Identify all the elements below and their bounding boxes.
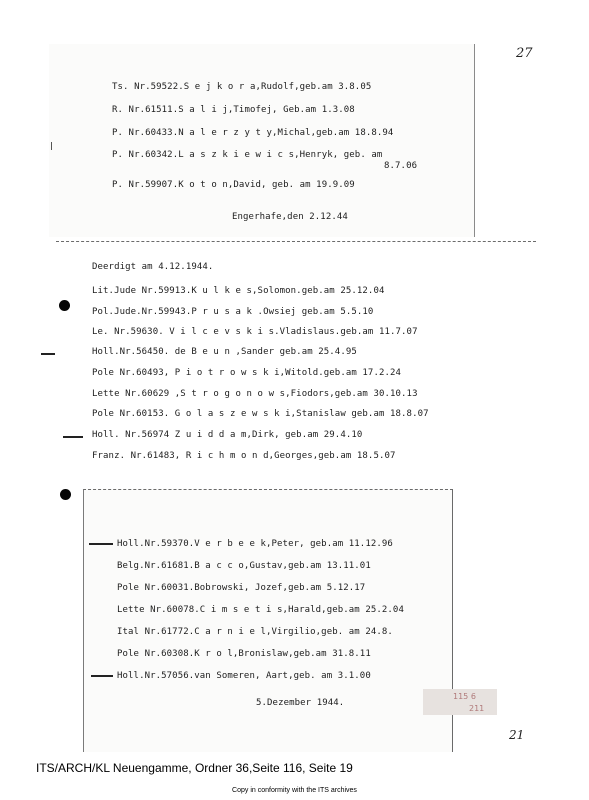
burial-heading: Deerdigt am 4.12.1944.: [92, 262, 214, 272]
entry-line: Le. Nr.59630. V i l c e v s k i s.Vladislaus.geb.am 11.7.07: [92, 327, 418, 337]
entry-line: Lit.Jude Nr.59913.K u l k e s,Solomon.geb.am 25.12.04: [92, 286, 385, 296]
entry-line: Pole Nr.60308.K r o l,Bronislaw,geb.am 31.8.11: [117, 649, 371, 659]
entry-line: Pole Nr.60153. G o l a s z e w s k i,Stanislaw geb.am 18.8.07: [92, 409, 429, 419]
entry-line: Lette Nr.60078.C i m s e t i s,Harald,geb.am 25.2.04: [117, 605, 404, 615]
list-date: 5.Dezember 1944.: [256, 698, 345, 708]
entry-line: Holl.Nr.57056.van Someren, Aart,geb. am 3.1.00: [117, 671, 371, 681]
document-page: [41, 41, 546, 755]
document-scan: [41, 41, 546, 755]
entry-line: Holl. Nr.56974 Z u i d d a m,Dirk, geb.am 29.4.10: [92, 430, 363, 440]
death-list-slip-1: [49, 44, 475, 237]
entry-line: Lette Nr.60629 ,S t r o g o n o w s,Fiodors,geb.am 30.10.13: [92, 389, 418, 399]
page-tear-line: [56, 241, 536, 242]
entry-line: Holl.Nr.56450. de B e u n ,Sander geb.am 25.4.95: [92, 347, 357, 357]
entry-line: P. Nr.60342.L a s z k i e w i c s,Henryk, geb. am: [112, 150, 383, 160]
entry-line: P. Nr.60433.N a l e r z y t y,Michal,geb.am 18.8.94: [112, 128, 394, 138]
entry-line: Pole Nr.60031.Bobrowski, Jozef,geb.am 5.12.17: [117, 583, 366, 593]
entry-line: R. Nr.61511.S a l i j,Timofej, Geb.am 1.3.08: [112, 105, 355, 115]
death-list-slip-3: [83, 489, 453, 752]
punch-hole: [60, 489, 71, 500]
copy-note: Copy in conformity with the ITS archives: [232, 787, 357, 794]
margin-dash-mark: [41, 353, 55, 355]
entry-line-continuation: 8.7.06: [384, 161, 418, 171]
entry-line: Pole Nr.60493, P i o t r o w s k i,Witold.geb.am 17.2.24: [92, 368, 402, 378]
archive-reference: ITS/ARCH/KL Neuengamme, Ordner 36,Seite 116, Seite 19: [36, 761, 353, 775]
archive-stamp: [423, 689, 497, 715]
page-number-top: 27: [516, 46, 533, 61]
stamp-text: 115 6: [453, 692, 476, 701]
entry-line: Pol.Jude.Nr.59943.P r u s a k .Owsiej geb.am 5.5.10: [92, 307, 374, 317]
entry-line: Franz. Nr.61483, R i c h m o n d,Georges,geb.am 18.5.07: [92, 451, 396, 461]
punch-hole: [59, 300, 70, 311]
page-number-bottom: 21: [509, 728, 525, 742]
margin-dash-mark: [89, 543, 113, 545]
margin-dash-mark: [63, 436, 83, 438]
entry-line: Holl.Nr.59370.V e r b e e k,Peter, geb.am 11.12.96: [117, 539, 393, 549]
entry-line: P. Nr.59907.K o t o n,David, geb. am 19.9.09: [112, 180, 355, 190]
margin-tick: [51, 142, 52, 150]
entry-line: Belg.Nr.61681.B a c c o,Gustav,geb.am 13.11.01: [117, 561, 371, 571]
margin-dash-mark: [91, 675, 113, 677]
stamp-text-2: 211: [469, 704, 485, 713]
place-date: Engerhafe,den 2.12.44: [232, 212, 348, 222]
entry-line: Ital Nr.61772.C a r n i e l,Virgilio,geb. am 24.8.: [117, 627, 393, 637]
entry-line: Ts. Nr.59522.S e j k o r a,Rudolf,geb.am 3.8.05: [112, 82, 372, 92]
